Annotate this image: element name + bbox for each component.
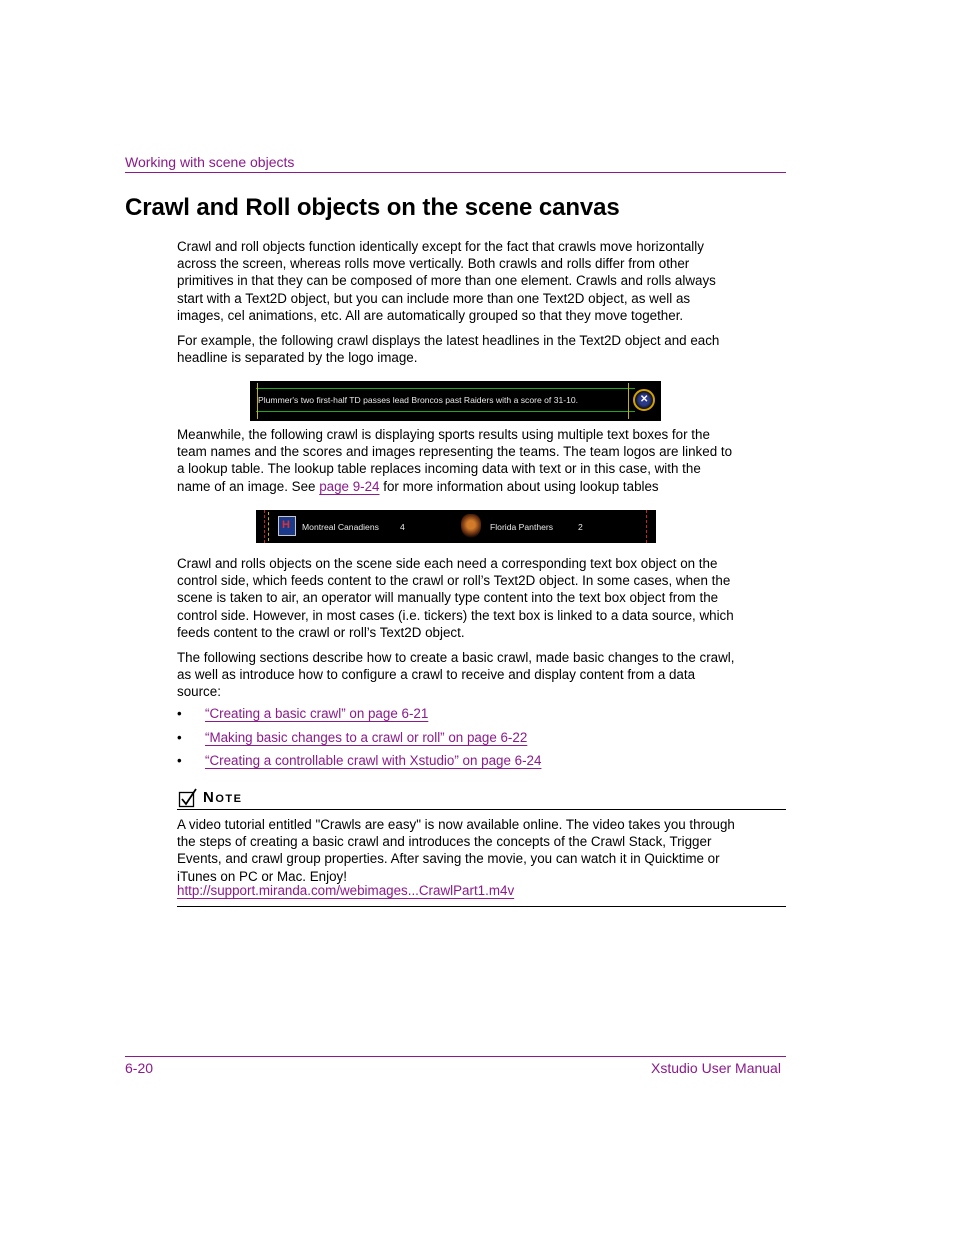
manual-title: Xstudio User Manual	[651, 1060, 781, 1076]
link-creating-basic-crawl[interactable]: “Creating a basic crawl” on page 6-21	[205, 706, 429, 721]
running-header: Working with scene objects	[125, 154, 295, 170]
crawl-guide-bottom	[256, 411, 635, 412]
team1-score: 4	[400, 522, 405, 532]
broncos-logo-icon: ✕	[633, 389, 655, 411]
crawl-guide-top	[256, 388, 635, 389]
paragraph-example: For example, the following crawl displays the latest headlines in the Text2D object and each headline is separated by the logo image.	[177, 333, 720, 366]
crawl-guide-left	[264, 510, 265, 543]
link-making-basic-changes[interactable]: “Making basic changes to a crawl or roll” on page 6-22	[205, 730, 528, 745]
footer-rule	[125, 1056, 786, 1057]
crawl-headline-text: Plummer's two first-half TD passes lead Broncos past Raiders with a score of 31-10.	[258, 395, 579, 405]
note-text: A video tutorial entitled "Crawls are easy" is now available online. The video takes you through the steps of creating a basic crawl and introduces the concepts of the Crawl Stack, Trigger Events, and crawl group properties. After saving the movie, you can watch it in Quicktime or iTunes on PC or Mac. Enjoy!	[177, 817, 735, 884]
bullet-symbol: •	[177, 753, 182, 768]
team2-name: Florida Panthers	[490, 522, 554, 532]
bullet-symbol: •	[177, 730, 182, 745]
crawl-guide-right	[628, 383, 629, 419]
checkbox-check-icon	[178, 788, 198, 808]
page-number: 6-20	[125, 1060, 154, 1076]
bullet-symbol: •	[177, 706, 182, 721]
crawl-guide-inner-left	[268, 512, 269, 541]
team2-score: 2	[578, 522, 583, 532]
page-9-24-link[interactable]: page 9-24	[319, 478, 380, 494]
paragraph-sports: Meanwhile, the following crawl is displaying sports results using multiple text boxes for the team names and the scores and images representing the teams. The team logos are linked to a lookup table. The lookup table replaces incoming data with text or in this case, with the name of an image. See page 9-24 for more information about using lookup tables	[177, 427, 733, 494]
paragraph-control-side: Crawl and rolls objects on the scene side each need a corresponding text box object on the control side, which feeds content to the crawl or roll’s Text2D object. In some cases, when the scene is taken to air, an operator will manually type content into the text box object from the control side. However, in most cases (i.e. tickers) the text box is linked to a data source, which feeds content to the crawl or roll’s Text2D object.	[177, 556, 734, 640]
note-video-link[interactable]: http://support.miranda.com/webimages...CrawlPart1.m4v	[177, 883, 515, 898]
header-rule	[125, 172, 786, 173]
paragraph-intro: Crawl and roll objects function identically except for the fact that crawls move horizontally across the screen, whereas rolls move vertically. Both crawls and rolls differ from other primitives in that they can be composed of more than one element. Crawls and rolls always start with a Text2D object, but you can include more than one Text2D object, as well as images, cel animations, etc. All are automatically grouped so that they move together.	[177, 239, 716, 323]
note-top-rule	[177, 809, 786, 810]
note-bottom-rule	[177, 906, 786, 907]
paragraph-sections: The following sections describe how to create a basic crawl, made basic changes to the crawl, as well as introduce how to configure a crawl to receive and display content from a data source:	[177, 650, 735, 700]
headline-crawl-image	[250, 381, 661, 421]
page-title: Crawl and Roll objects on the scene canvas	[125, 194, 620, 221]
panthers-logo-icon	[461, 514, 481, 538]
sports-crawl-image	[256, 510, 656, 543]
crawl-guide-right	[646, 510, 647, 543]
canadiens-logo-icon: H	[278, 516, 296, 536]
note-title: Note	[203, 789, 243, 806]
link-creating-controllable-crawl[interactable]: “Creating a controllable crawl with Xstudio” on page 6-24	[205, 753, 542, 768]
team1-name: Montreal Canadiens	[302, 522, 379, 532]
